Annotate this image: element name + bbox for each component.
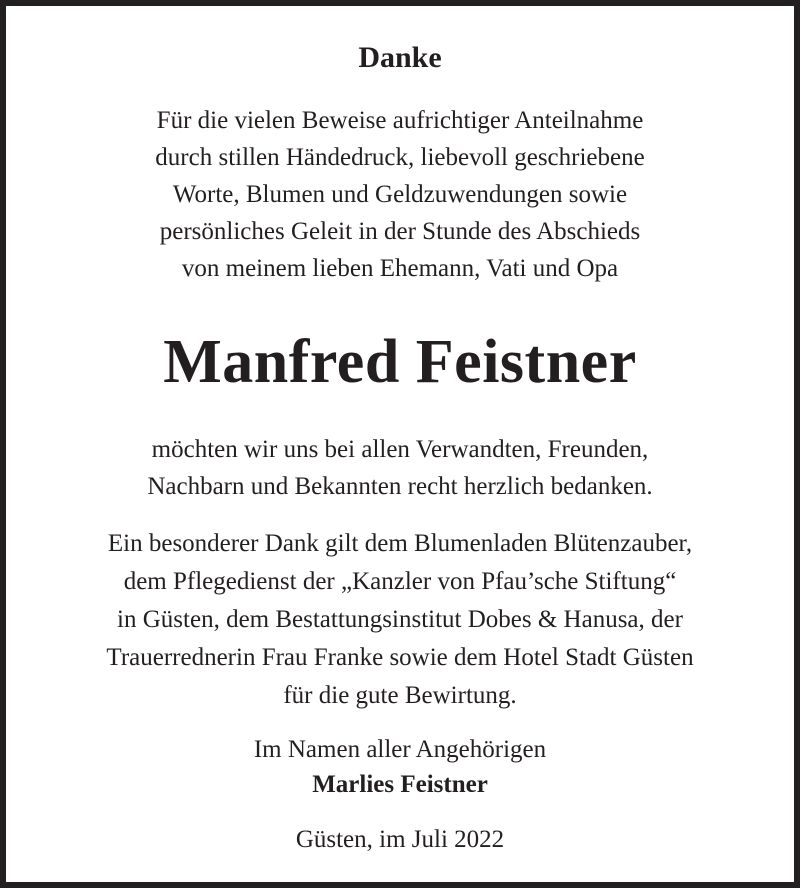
special-thanks-line: für die gute Bewirtung. — [283, 682, 517, 709]
intro-line: durch stillen Händedruck, liebevoll geschriebene — [155, 144, 645, 171]
special-thanks-line: in Güsten, dem Bestattungsinstitut Dobes & Hanusa, der — [117, 606, 683, 633]
thanks-line: möchten wir uns bei allen Verwandten, Freunden, — [151, 436, 649, 463]
special-thanks-paragraph — [12, 525, 788, 715]
intro-line: persönliches Geleit in der Stunde des Abschieds — [159, 218, 641, 245]
closing-line: Im Namen aller Angehörigen — [253, 736, 547, 763]
special-thanks-line: Ein besonderer Dank gilt dem Blumenladen Blütenzauber, — [107, 530, 693, 557]
thanks-line: Nachbarn und Bekannten recht herzlich bedanken. — [147, 473, 653, 500]
intro-line: Für die vielen Beweise aufrichtiger Anteilnahme — [156, 107, 644, 134]
thanks-paragraph — [12, 431, 788, 505]
place-date: Güsten, im Juli 2022 — [295, 826, 505, 853]
special-thanks-line: Trauerrednerin Frau Franke sowie dem Hotel Stadt Güsten — [106, 644, 694, 671]
intro-paragraph — [12, 102, 788, 287]
signer-name: Marlies Feistner — [312, 771, 488, 798]
closing-block — [12, 732, 788, 802]
special-thanks-line: dem Pflegedienst der „Kanzler von Pfau’sche Stiftung“ — [123, 568, 677, 595]
intro-line: Worte, Blumen und Geldzuwendungen sowie — [172, 181, 628, 208]
intro-line: von meinem lieben Ehemann, Vati und Opa — [181, 255, 619, 282]
notice-content — [12, 12, 788, 876]
notice-heading: Danke — [358, 41, 442, 74]
deceased-name: Manfred Feistner — [163, 328, 637, 396]
